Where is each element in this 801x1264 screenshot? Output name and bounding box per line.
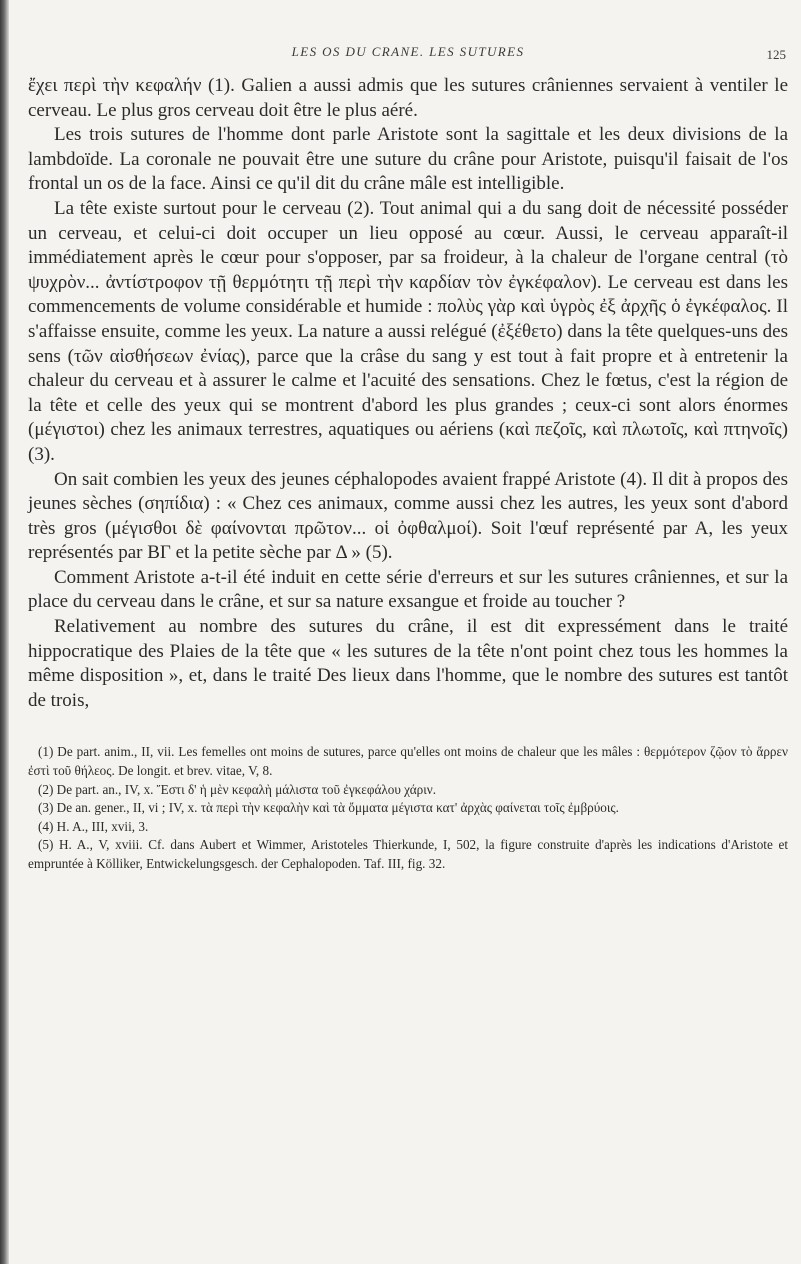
main-text [28,74,788,713]
footnotes [28,743,788,873]
paragraph: Les trois sutures de l'homme dont parle Aristote sont la sagittale et les deux divisions de la lambdoïde. La coronale ne pouvait être une suture du crâne pour Aristote, puisqu'il faisait de l'os frontal un os de la face. Ainsi ce qu'il dit du crâne mâle est intelligible. [28,124,788,195]
paragraph: Relativement au nombre des sutures du crâne, il est dit expressément dans le traité hippocratique des Plaies de la tête que « les sutures de la tête n'ont point chez tous les hommes la même disposition », et, dans le traité Des lieux dans l'homme, que le nombre des sutures est tantôt de trois, [28,616,788,711]
footnote: (3) De an. gener., II, vi ; IV, x. τὰ περὶ τὴν κεφαλὴν καὶ τὰ ὄμματα μέγιστα κατ' ἀρχὰς φαίνεται τοῖς ἐμβρύοις. [38,800,619,816]
running-header [28,44,788,72]
paragraph: On sait combien les yeux des jeunes céphalopodes avaient frappé Aristote (4). Il dit à propos des jeunes sèches (σηπίδια) : « Chez ces animaux, comme aussi chez les autres, les yeux sont d'abord très gros (μέγισθοι δὲ φαίνονται πρῶτον... οἱ ὀφθαλμοί). Soit l'œuf représenté par A, les yeux représentés par BΓ et la petite sèche par Δ » (5). [28,468,788,564]
page-binding-edge [0,0,9,1264]
footnote: (2) De part. an., IV, x. Ἔστι δ' ἡ μὲν κεφαλὴ μάλιστα τοῦ ἐγκεφάλου χάριν. [38,781,437,797]
footnote: (4) H. A., III, xvii, 3. [38,818,149,834]
footnote: (5) H. A., V, xviii. Cf. dans Aubert et Wimmer, Aristoteles Thierkunde, I, 502, la figure construite d'après les indications d'Aristote et empruntée à Kölliker, Entwickelungsgesch. der Cephalopoden. Taf. III, fig. 32. [28,837,788,871]
paragraph: La tête existe surtout pour le cerveau (2). Tout animal qui a du sang doit de nécessité posséder un cerveau, et celui-ci doit occuper un lieu opposé au cœur. Aussi, le cerveau apparaît-il immédiatement après le cœur pour s'opposer, par sa froideur, à la chaleur de l'organe central (τὸ ψυχρὸν... ἀντίστροφον τῇ θερμότητι τῇ περὶ τὴν καρδίαν τὸν ἐγκέφαλον). Le cerveau est dans les commencements de volume considérable et humide : πολὺς γὰρ καὶ ὑγρὸς ἐξ ἀρχῆς ὁ ἐγκέφαλος. Il s'affaisse ensuite, comme les yeux. La nature a aussi relégué (ἐξέθετο) dans la tête quelques-uns des sens (τῶν αἰσθήσεων ἐνίας), parce que la crâse du sang y est tout à fait propre et à entretenir la chaleur du cerveau et à assurer le calme et l'acuité des sensations. Chez le fœtus, c'est la région de la tête et celle des yeux qui se montrent d'abord les plus grandes ; ceux-ci sont alors énormes (μέγιστοι) chez les animaux terrestres, aquatiques ou aériens (καὶ πεζοῖς, καὶ πλωτοῖς, καὶ πτηνοῖς) (3). [28,197,788,465]
paragraph: ἔχει περὶ τὴν κεφαλήν (1). Galien a aussi admis que les sutures crâniennes servaient à ventiler le cerveau. Le plus gros cerveau doit être le plus aéré. [28,75,788,121]
page-number: 125 [766,47,786,62]
book-page [28,44,788,874]
running-title: LES OS DU CRANE. LES SUTURES [291,44,525,59]
footnote: (1) De part. anim., II, vii. Les femelles ont moins de sutures, parce qu'elles ont moins de chaleur que les mâles : θερμότερον ζῷον τὸ ἄρρεν ἐστὶ τοῦ θήλεος. De longit. et brev. vitae, V, 8. [28,744,788,779]
paragraph: Comment Aristote a-t-il été induit en cette série d'erreurs et sur les sutures crâniennes, et sur la place du cerveau dans le crâne, et sur sa nature exsangue et froide au toucher ? [28,566,788,613]
